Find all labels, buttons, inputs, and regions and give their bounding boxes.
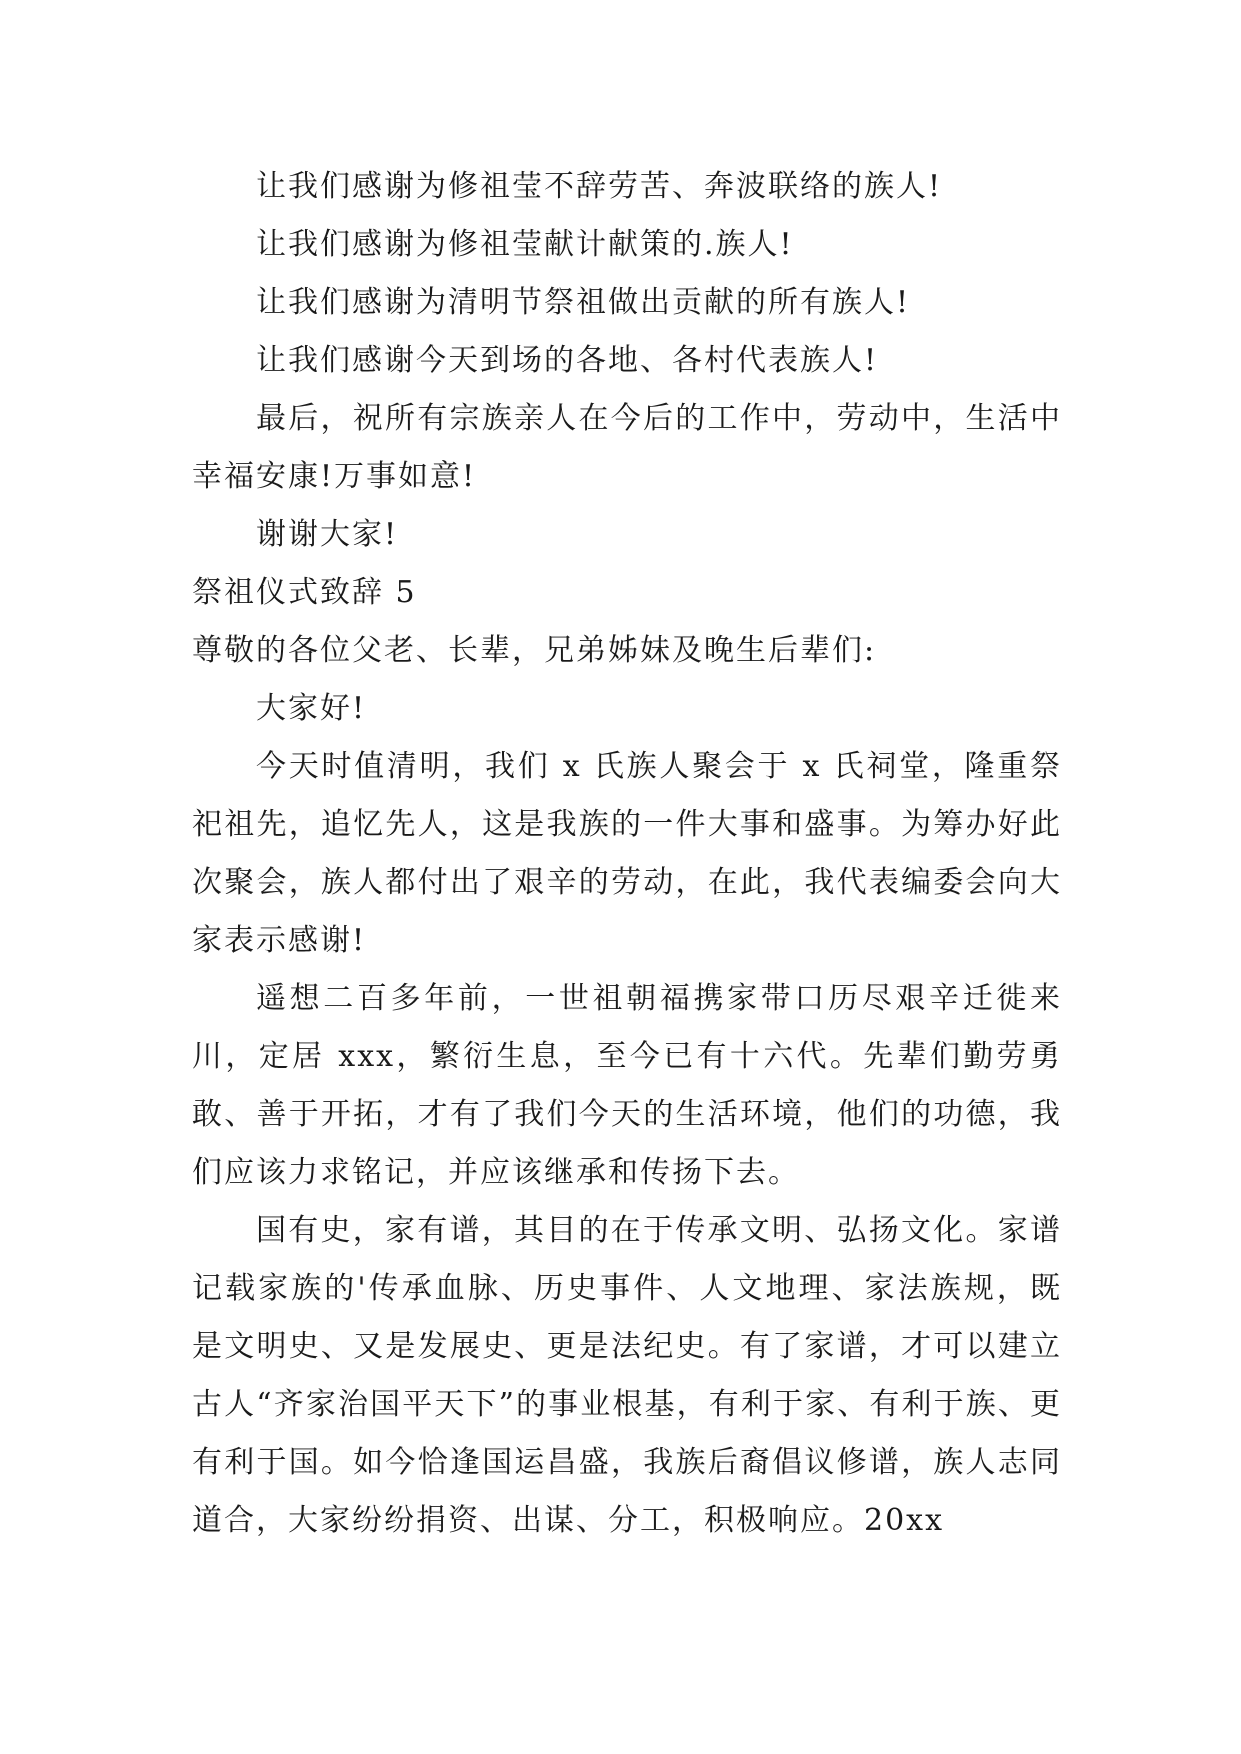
salutation: 尊敬的各位父老、长辈，兄弟姊妹及晚生后辈们: [192, 633, 877, 668]
paragraph-genealogy: 国有史，家有谱，其目的在于传承文明、弘扬文化。家谱记载家族的'传承血脉、历史事件、人文地理、家法族规，既是文明史、又是发展史、更是法纪史。有了家谱，才可以建立古人“齐家治国平天下”的事业根基，有利于家、有利于族、更有利于国。如今恰逢国运昌盛，我族后裔倡议修谱，族人志同道合，大家纷纷捐资、出谋、分工，积极响应。20xx [192, 1213, 1062, 1538]
section-heading: 祭祖仪式致辞 5 [192, 575, 417, 610]
paragraph-thanks-2: 让我们感谢为修祖莹献计献策的.族人! [256, 227, 794, 262]
paragraph-closing-wish: 最后，祝所有宗族亲人在今后的工作中，劳动中，生活中幸福安康!万事如意! [192, 401, 1062, 494]
paragraph-thanks-3: 让我们感谢为清明节祭祖做出贡献的所有族人! [256, 285, 911, 320]
paragraph-thank-you: 谢谢大家! [256, 517, 399, 552]
document-body [192, 158, 1062, 1550]
paragraph-qingming: 今天时值清明，我们 x 氏族人聚会于 x 氏祠堂，隆重祭祀祖先，追忆先人，这是我族的一件大事和盛事。为筹办好此次聚会，族人都付出了艰辛的劳动，在此，我代表编委会向大家表示感谢! [192, 749, 1062, 958]
paragraph-ancestors: 遥想二百多年前，一世祖朝福携家带口历尽艰辛迁徙来川，定居 xxx，繁衍生息，至今已有十六代。先辈们勤劳勇敢、善于开拓，才有了我们今天的生活环境，他们的功德，我们应该力求铭记，并应该继承和传扬下去。 [192, 981, 1062, 1190]
paragraph-thanks-1: 让我们感谢为修祖莹不辞劳苦、奔波联络的族人! [256, 169, 943, 204]
greeting: 大家好! [256, 691, 367, 726]
paragraph-thanks-4: 让我们感谢今天到场的各地、各村代表族人! [256, 343, 879, 378]
